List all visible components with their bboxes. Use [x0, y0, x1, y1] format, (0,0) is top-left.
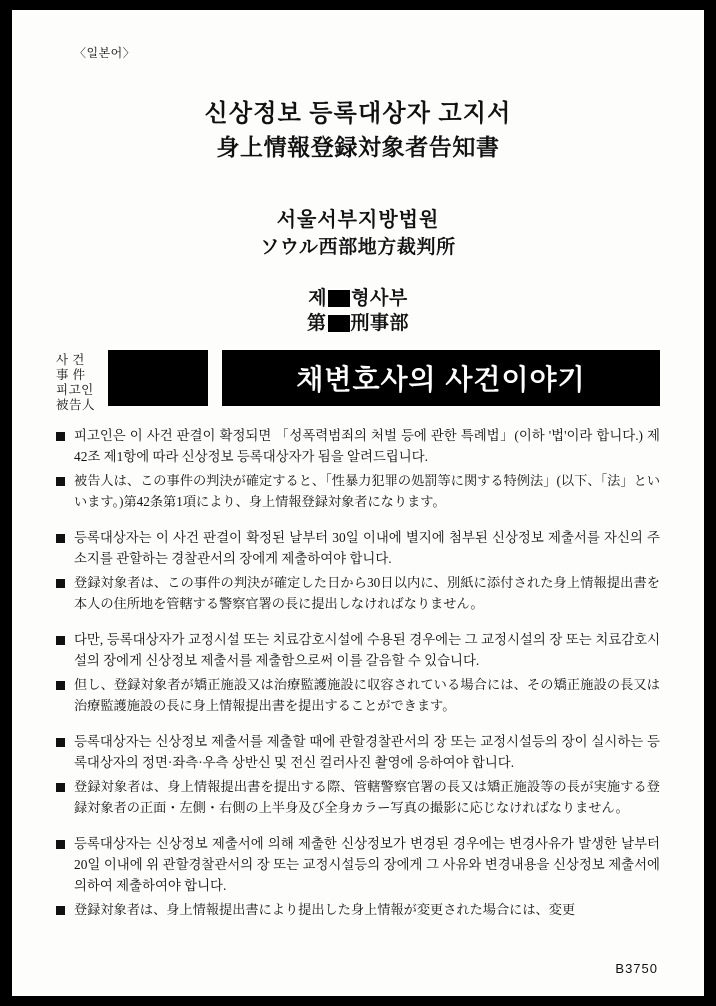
paragraph-korean [56, 732, 660, 774]
division-line-japanese [56, 312, 660, 337]
division-block [56, 287, 660, 336]
party-row [56, 350, 660, 412]
paragraph-group [56, 630, 660, 716]
court-block [56, 207, 660, 261]
party-label-case-ja: 事 件 [56, 368, 86, 383]
paragraph-text: 但し、登録対象者が矯正施設又は治療監護施設に収容されている場合には、その矯正施設の長又は治療監護施設の長に身上情報提出書を提出することができます。 [74, 677, 660, 713]
document-body [56, 426, 660, 920]
paragraph-text: 등록대상자는 신상정보 제출서를 제출할 때에 관할경찰관서의 장 또는 교정시설등의 장이 실시하는 등록대상자의 정면·좌측·우측 상반신 및 전신 컬러사진 촬영에 응하여야 합니다. [74, 734, 660, 771]
division-line-korean [56, 287, 660, 312]
division-prefix-korean: 제 [308, 288, 328, 310]
square-bullet-icon [56, 906, 65, 915]
paragraph-japanese [56, 471, 660, 512]
language-tag: 〈일본어〉 [74, 46, 136, 60]
paragraph-korean [56, 630, 660, 672]
paragraph-korean [56, 834, 660, 897]
court-name-japanese: ソウル西部地方裁判所 [260, 237, 456, 259]
paragraph-group [56, 732, 660, 818]
division-prefix-japanese: 第 [306, 312, 327, 334]
paragraph-japanese [56, 900, 660, 921]
division-suffix-japanese: 刑事部 [350, 312, 410, 334]
paragraph-group [56, 528, 660, 614]
paragraph-group [56, 426, 660, 512]
page-title-japanese: 身上情報登録対象者告知書 [216, 134, 500, 160]
title-block [56, 99, 660, 163]
paragraph-text: 다만, 등록대상자가 교정시설 또는 치료감호시설에 수용된 경우에는 그 교정시설의 장 또는 치료감호시설의 장에게 신상정보 제출서를 제출함으로써 이를 갈음할 수 있습니다. [74, 632, 660, 669]
paragraph-text: 피고인은 이 사건 판결이 확정되면 「성폭력범죄의 처벌 등에 관한 특례법」(이하 '법'이라 합니다.) 제42조 제1항에 따라 신상정보 등록대상자가 됨을 알려드립니다. [74, 428, 660, 465]
party-label-defendant-ko: 피고인 [56, 382, 94, 397]
paragraph-group [56, 834, 660, 920]
document-sheet [12, 10, 704, 996]
paragraph-korean [56, 426, 660, 468]
paragraph-japanese [56, 573, 660, 614]
square-bullet-icon [56, 840, 65, 849]
party-labels [56, 350, 108, 412]
court-name-korean: 서울서부지방법원 [276, 209, 440, 232]
paragraph-text: 登録対象者は、この事件の判決が確定した日から30日以内に、別紙に添付された身上情報提出書を本人の住所地を管轄する警察官署の長に提出しなければなりません。 [74, 575, 660, 611]
redaction-box-icon [328, 290, 350, 307]
party-redaction-block-icon [108, 350, 208, 406]
paragraph-text: 登録対象者は、身上情報提出書により提出した身上情報が変更された場合には、変更 [74, 902, 576, 918]
square-bullet-icon [56, 636, 65, 645]
paragraph-japanese [56, 777, 660, 818]
watermark-banner: 채변호사의 사건이야기 [222, 350, 660, 406]
square-bullet-icon [56, 477, 65, 486]
document-footer-code: B3750 [615, 961, 658, 976]
square-bullet-icon [56, 783, 65, 792]
square-bullet-icon [56, 681, 65, 690]
party-label-case-ko: 사 건 [56, 353, 85, 368]
square-bullet-icon [56, 738, 65, 747]
square-bullet-icon [56, 432, 65, 441]
division-suffix-korean: 형사부 [351, 288, 408, 310]
paragraph-text: 등록대상자는 이 사건 판결이 확정된 날부터 30일 이내에 별지에 첨부된 신상정보 제출서를 자신의 주소지를 관할하는 경찰관서의 장에게 제출하여야 합니다. [74, 530, 660, 567]
party-label-defendant-ja: 被告人 [56, 397, 96, 412]
paragraph-text: 등록대상자는 신상정보 제출서에 의해 제출한 신상정보가 변경된 경우에는 변경사유가 발생한 날부터 20일 이내에 위 관할경찰관서의 장 또는 교정시설등의 장에게 그 사유와 변경내용을 신상정보 제출서에 의하여 제출하여야 합니다. [74, 836, 660, 894]
redaction-box-icon [328, 315, 350, 332]
square-bullet-icon [56, 534, 65, 543]
paragraph-korean [56, 528, 660, 570]
square-bullet-icon [56, 579, 65, 588]
page-title-korean: 신상정보 등록대상자 고지서 [204, 101, 512, 127]
paragraph-text: 登録対象者は、身上情報提出書を提出する際、管轄警察官署の長又は矯正施設等の長が実施する登録対象者の正面・左側・右側の上半身及び全身カラー写真の撮影に応じなければなりません。 [74, 779, 660, 815]
paragraph-japanese [56, 675, 660, 716]
paragraph-text: 被告人は、この事件の判決が確定すると、「性暴力犯罪の処罰等に関する特例法」(以下、「法」といいます。)第42条第1項により、身上情報登録対象者になります。 [74, 473, 660, 509]
